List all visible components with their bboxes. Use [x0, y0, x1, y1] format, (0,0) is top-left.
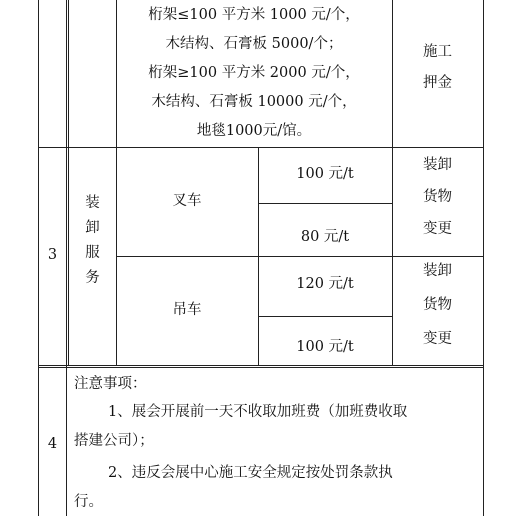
price-cell: 100 元/t	[296, 166, 354, 182]
category-char: 装	[85, 195, 100, 211]
category-char: 卸	[85, 220, 100, 236]
notes-line: 1、展会开展前一天不收取加班费（加班费收取	[108, 404, 408, 420]
item-name: 叉车	[172, 193, 202, 209]
row-divider	[38, 147, 484, 148]
category-char: 务	[85, 270, 100, 286]
item-name: 吊车	[172, 302, 202, 318]
notes-heading: 注意事项：	[74, 376, 147, 392]
fee-rule-line: 桁架≥100 平方米 2000 元/个，	[148, 65, 360, 81]
row-divider	[116, 256, 484, 257]
row-index: 4	[47, 436, 58, 452]
fee-rule-line: 地毯1000元/馆。	[196, 123, 312, 139]
category-cell	[69, 196, 116, 296]
note-cell: 货物	[423, 189, 452, 205]
fee-rule-line: 木结构、石膏板 5000/个；	[165, 36, 343, 52]
price-cell: 80 元/t	[300, 229, 350, 245]
price-cell: 100 元/t	[296, 339, 354, 355]
category-char: 服	[85, 245, 100, 261]
row-divider	[38, 367, 484, 368]
notes-line: 行。	[74, 494, 103, 510]
fee-rule-line: 桁架≤100 平方米 1000 元/个，	[148, 7, 360, 23]
column-divider	[66, 0, 67, 516]
note-cell: 装卸	[423, 157, 452, 173]
note-cell: 施工	[423, 44, 452, 60]
note-cell: 装卸	[423, 263, 452, 279]
note-cell: 货物	[423, 297, 452, 313]
column-divider	[483, 0, 484, 516]
row-index: 3	[47, 247, 58, 263]
fee-rule-line: 木结构、石膏板 10000 元/个，	[151, 94, 357, 110]
row-divider	[38, 365, 484, 366]
notes-line: 搭建公司）；	[74, 433, 154, 449]
note-cell: 押金	[423, 75, 452, 91]
column-divider	[68, 0, 69, 365]
note-cell: 变更	[423, 221, 452, 237]
row-divider	[258, 316, 392, 317]
note-cell: 变更	[423, 331, 452, 347]
row-divider	[258, 203, 392, 204]
price-cell: 120 元/t	[296, 276, 354, 292]
notes-line: 2、违反会展中心施工安全规定按处罚条款执	[108, 465, 393, 481]
